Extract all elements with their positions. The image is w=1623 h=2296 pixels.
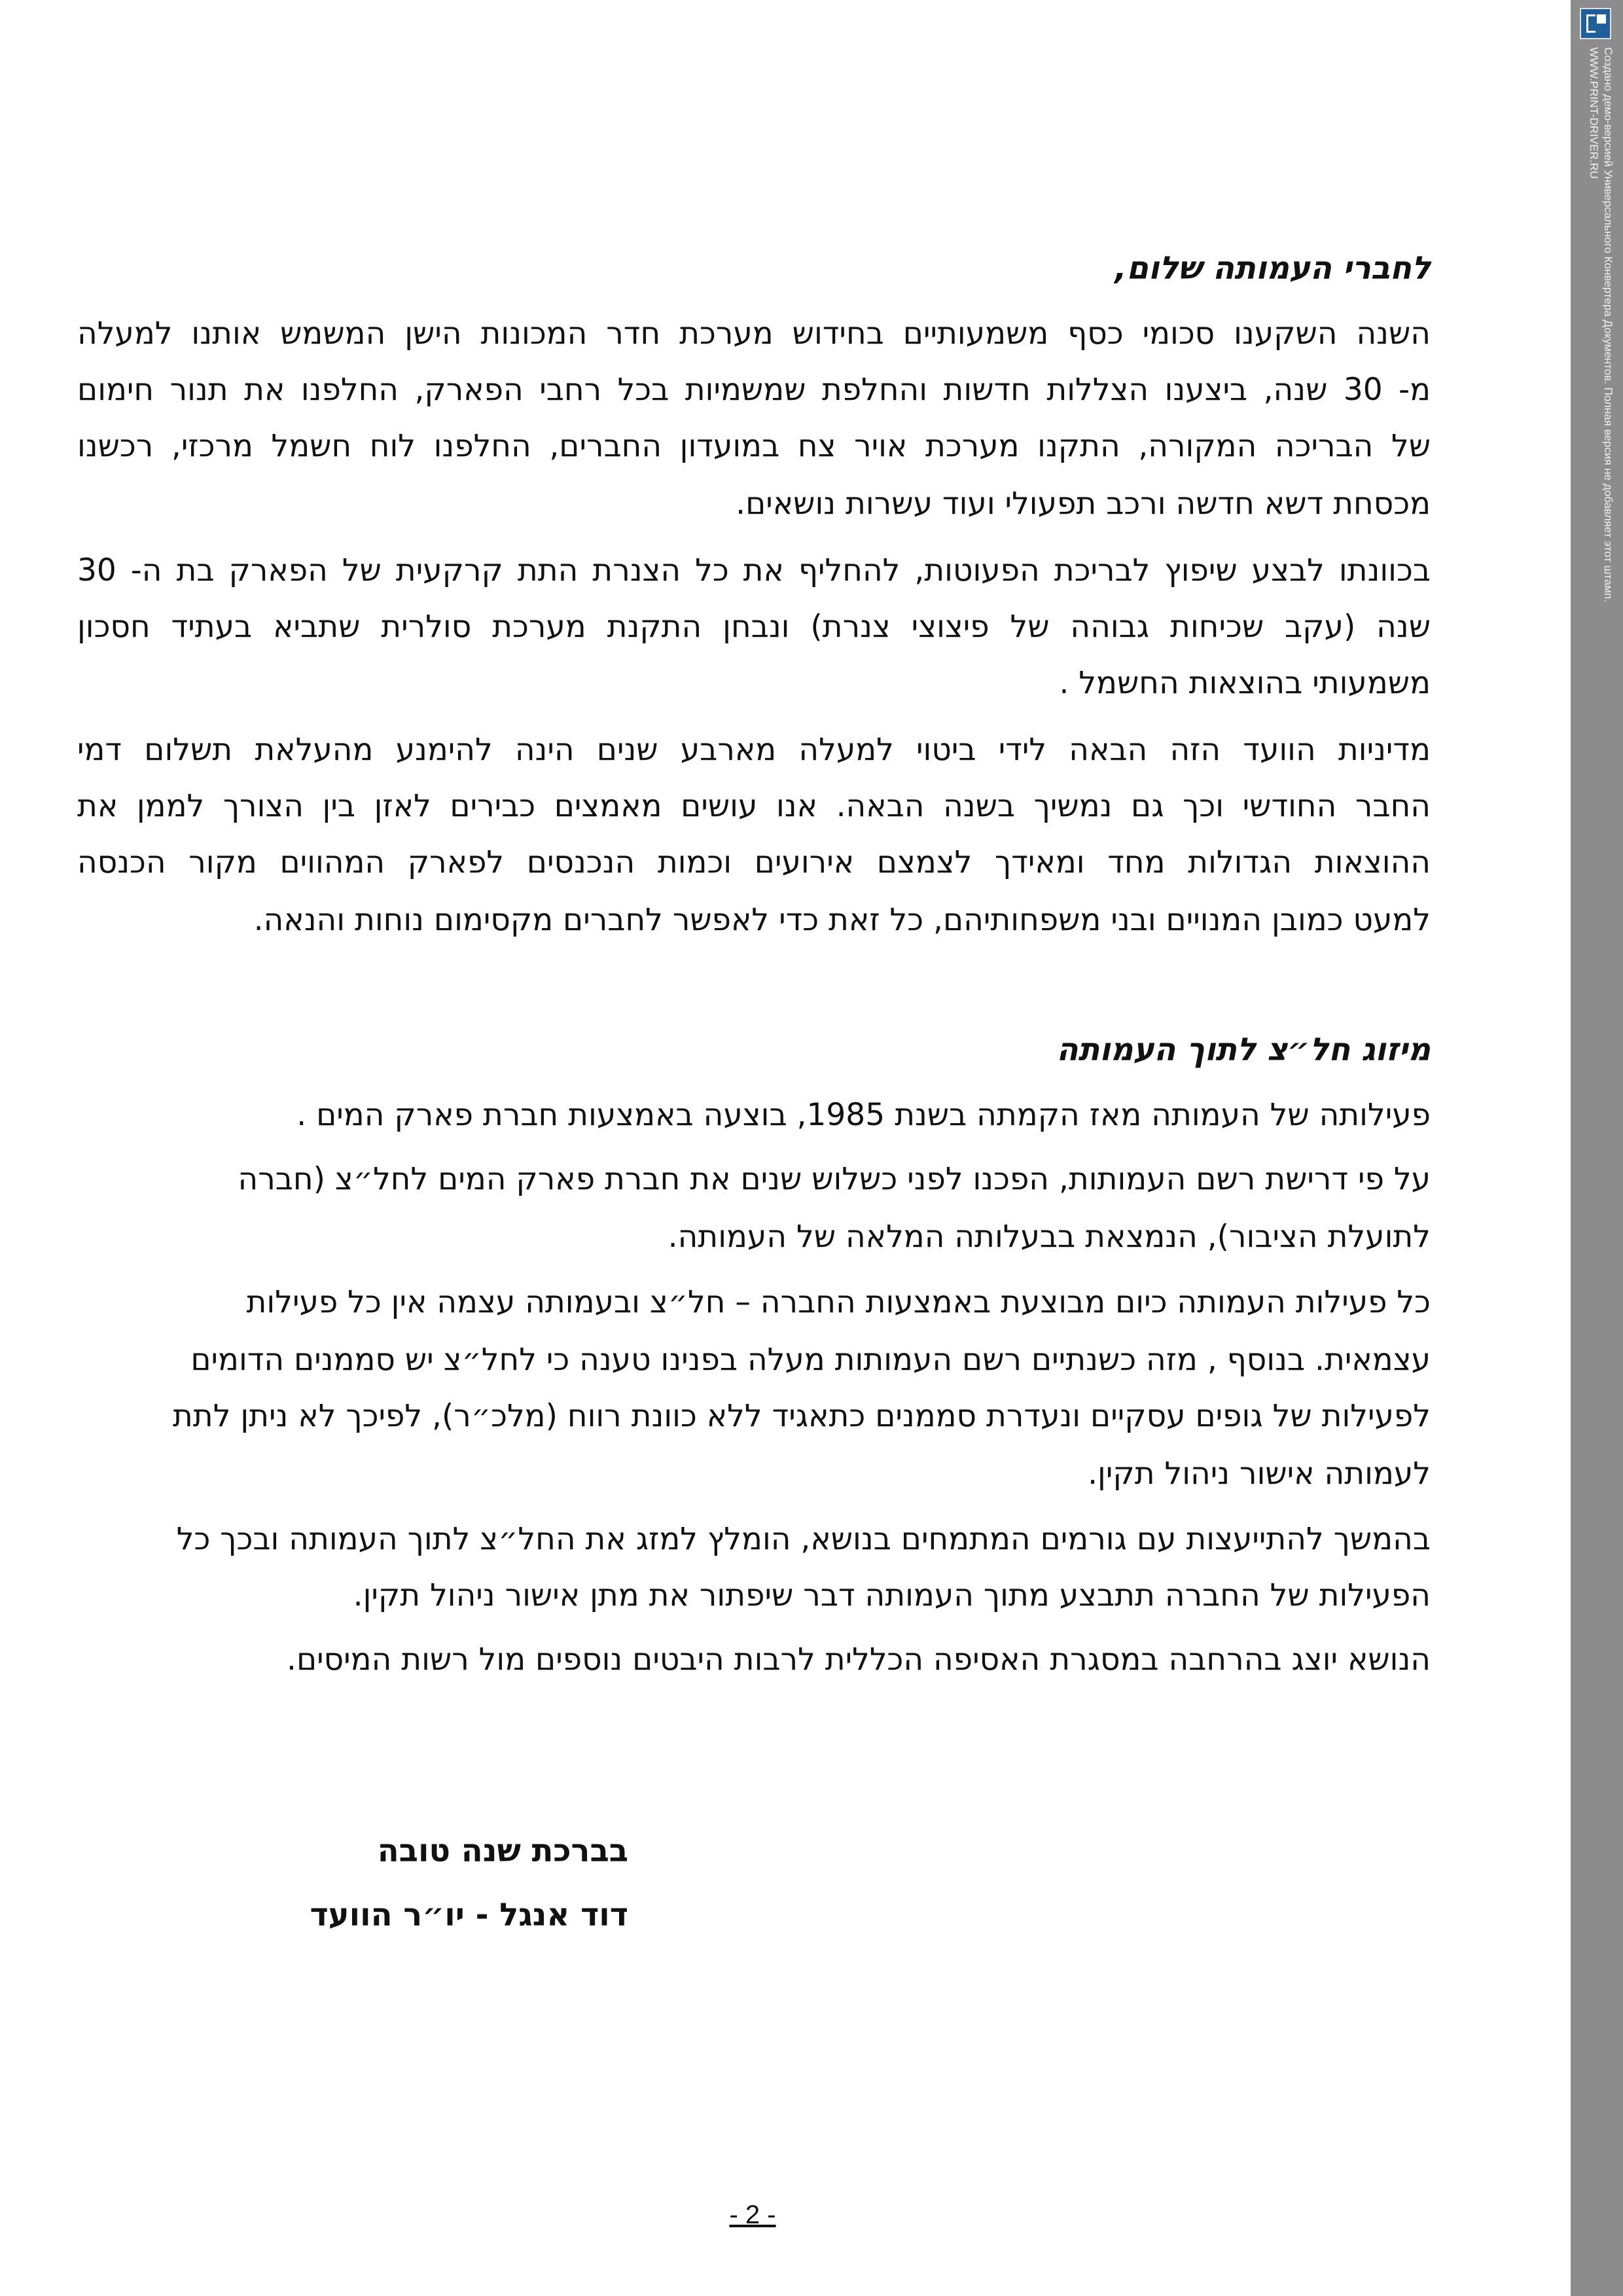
watermark-text xyxy=(1586,47,1615,602)
paragraph-2-line-3: משמעותי בהוצאות החשמל . xyxy=(1059,665,1431,701)
paragraph-2-line-1: בכוונתו לבצע שיפוץ לבריכת הפעוטות, להחליף את כל הצנרת התת קרקעית של הפארק בת ה- 30 xyxy=(77,552,1431,588)
paragraph-6-line-3: לפעילות של גופים עסקיים ונעדרת סממנים כתאגיד ללא כוונת רווח (מלכ״ר), לפיכך לא ניתן לתת xyxy=(172,1398,1431,1434)
paragraph-3-line-2: החבר החודשי וכך גם נמשיך בשנה הבאה. אנו עושים מאמצים כבירים לאזן בין הצורך לממן את xyxy=(77,788,1431,824)
watermark-line-1: Создано демо-версией Универсального Конвертера Документов. Полная версия не добавляет этот штамп. xyxy=(1602,47,1614,603)
paragraph-3-line-1: מדיניות הוועד הזה הבאה לידי ביטוי למעלה מארבע שנים הינה להימנע מהעלאת תשלום דמי xyxy=(77,732,1431,768)
paragraph-5-line-1: על פי דרישת רשם העמותות, הפכנו לפני כשלוש שנים את חברת פארק המים לחל״צ (חברה xyxy=(238,1161,1431,1197)
paragraph-1-line-2: מ- 30 שנה, ביצענו הצללות חדשות והחלפת שמשמיות בכל רחבי הפארק, החלפנו את תנור חימום xyxy=(77,372,1431,408)
paragraph-6-line-2: עצמאית. בנוסף , מזה כשנתיים רשם העמותות מעלה בפנינו טענה כי לחל״צ יש סממנים הדומים xyxy=(190,1342,1431,1378)
paragraph-6-line-4: לעמותה אישור ניהול תקין. xyxy=(1088,1456,1431,1492)
converter-logo-icon xyxy=(1580,8,1611,39)
paragraph-4-line-1: פעילותה של העמותה מאז הקמתה בשנת 1985, בוצעה באמצעות חברת פארק המים . xyxy=(296,1097,1431,1133)
page-number: - 2 - xyxy=(729,2200,776,2229)
watermark-line-2: WWW.PRINT-DRIVER.RU xyxy=(1588,47,1600,179)
signature: דוד אנגל - יו״ר הוועד xyxy=(310,1897,628,1933)
paragraph-7-line-1: בהמשך להתייעצות עם גורמים המתמחים בנושא, הומלץ למזג את החל״צ לתוך העמותה ובכך כל xyxy=(176,1521,1431,1557)
paragraph-6-line-1: כל פעילות העמותה כיום מבוצעת באמצעות החברה – חל״צ ובעמותה עצמה אין כל פעילות xyxy=(246,1284,1431,1320)
paragraph-2-line-2: שנה (עקב שכיחות גבוהה של פיצוצי צנרת) ונבחן התקנת מערכת סולרית שתביא בעתיד חסכון xyxy=(77,609,1431,645)
paragraph-1-line-3: של הבריכה המקורה, התקנו מערכת אויר צח במועדון החברים, החלפנו לוח חשמל מרכזי, רכשנו xyxy=(77,428,1431,464)
converter-watermark-strip xyxy=(1571,0,1623,2296)
merger-heading: מיזוג חל״צ לתוך העמותה xyxy=(1056,1031,1431,1068)
paragraph-3-line-4: למעט כמובן המנויים ובני משפחותיהם, כל זאת כדי לאפשר לחברים מקסימום נוחות והנאה. xyxy=(253,902,1431,938)
paragraph-1-line-1: השנה השקענו סכומי כסף משמעותיים בחידוש מערכת חדר המכונות הישן המשמש אותנו למעלה xyxy=(77,315,1431,351)
paragraph-7-line-2: הפעילות של החברה תתבצע מתוך העמותה דבר שיפתור את מתן אישור ניהול תקין. xyxy=(353,1577,1431,1613)
greeting: לחברי העמותה שלום, xyxy=(1115,250,1431,287)
paragraph-8-line-1: הנושא יוצג בהרחבה במסגרת האסיפה הכללית לרבות היבטים נוספים מול רשות המיסים. xyxy=(287,1641,1431,1677)
paragraph-1-line-4: מכסחת דשא חדשה ורכב תפעולי ועוד עשרות נושאים. xyxy=(736,486,1431,522)
closing-blessing: בברכת שנה טובה xyxy=(377,1833,628,1869)
paragraph-5-line-2: לתועלת הציבור), הנמצאת בבעלותה המלאה של העמותה. xyxy=(668,1219,1431,1255)
paragraph-3-line-3: ההוצאות הגדולות מחד ומאידך לצמצם אירועים וכמות הנכנסים לפארק המהווים מקור הכנסה xyxy=(77,844,1431,880)
